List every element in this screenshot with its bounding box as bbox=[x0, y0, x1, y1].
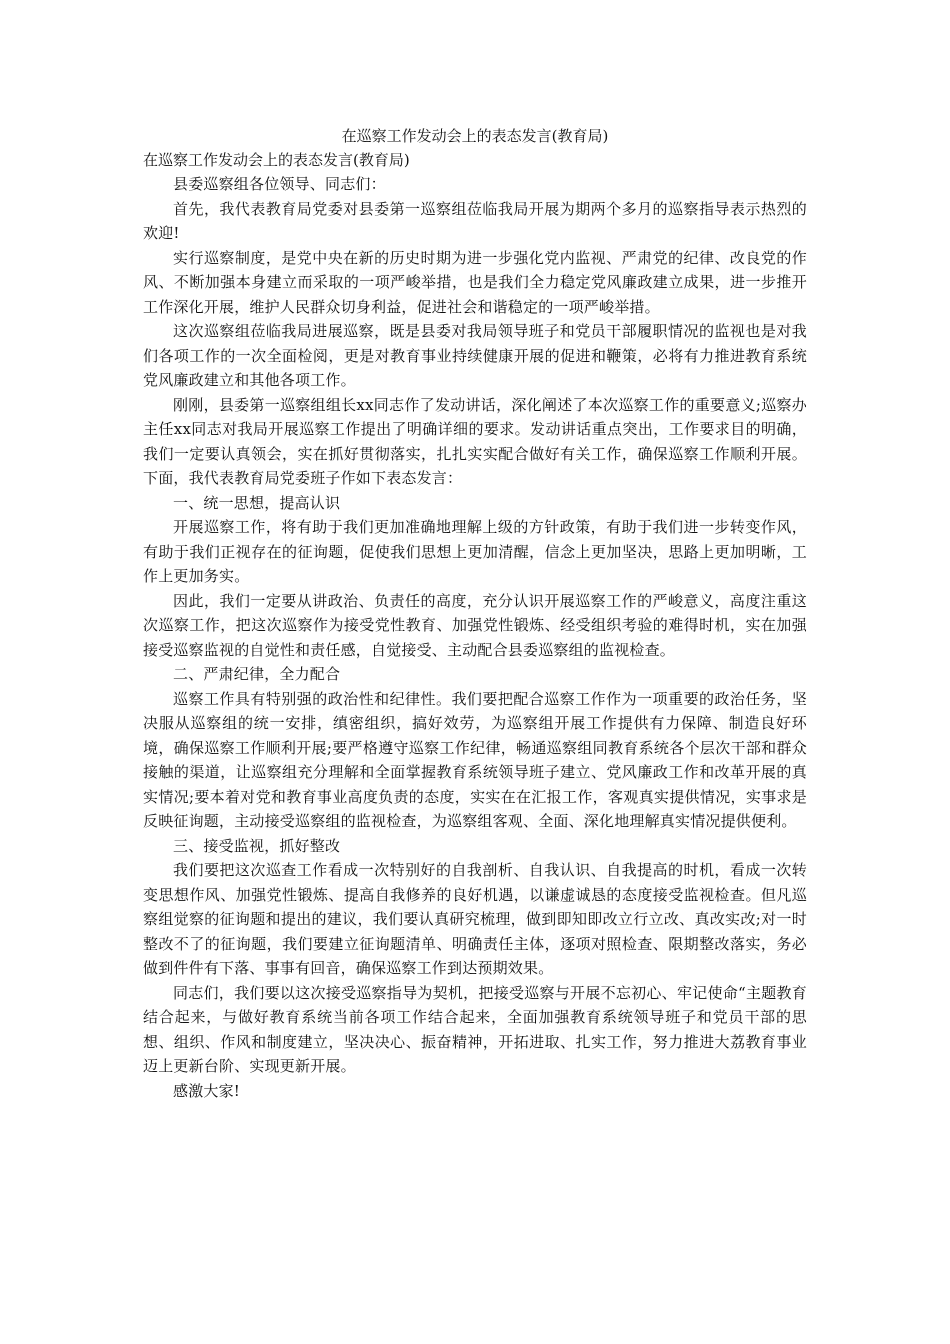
document-title: 在巡察工作发动会上的表态发言(教育局) bbox=[341, 127, 609, 145]
document-page bbox=[143, 124, 807, 1103]
paragraph-section2-body: 巡察工作具有特别强的政治性和纪律性。我们要把配合巡察工作作为一项重要的政治任务，坚决服从巡察组的统一安排，缜密组织，搞好效劳，为巡察组开展工作提供有力保障、制造良好环境，确保巡察工作顺利开展;要严格遵守巡察工作纪律，畅通巡察组同教育系统各个层次干部和群众接触的渠道，让巡察组充分理解和全面掌握教育系统领导班子建立、党风廉政工作和改革开展的真实情况;要本着对党和教育事业高度负责的态度，实实在在汇报工作，客观真实提供情况，实事求是反映征询题，主动接受巡察组的监视检查，为巡察组客观、全面、深化地理解真实情况提供便利。 bbox=[143, 689, 807, 830]
paragraph-inspection-visit: 这次巡察组莅临我局进展巡察，既是县委对我局领导班子和党员干部履职情况的监视也是对我们各项工作的一次全面检阅，更是对教育事业持续健康开展的促进和鞭策，必将有力推进教育系统党风廉政建立和其他各项工作。 bbox=[143, 322, 807, 389]
paragraph-section3-body: 我们要把这次巡查工作看成一次特别好的自我剖析、自我认识、自我提高的时机，看成一次转变思想作风、加强党性锻炼、提高自我修养的良好机遇，以谦虚诚恳的态度接受监视检查。但凡巡察组觉察的征询题和提出的建议，我们要认真研究梳理，做到即知即改立行立改、真改实改;对一时整改不了的征询题，我们要建立征询题清单、明确责任主体，逐项对照检查、限期整改落实，务必做到件件有下落、事事有回音，确保巡察工作到达预期效果。 bbox=[143, 861, 807, 977]
paragraph-mobilization-speech: 刚刚，县委第一巡察组组长xx同志作了发动讲话，深化阐述了本次巡察工作的重要意义;巡察办主任xx同志对我局开展巡察工作提出了明确详细的要求。发动讲话重点突出，工作要求目的明确，我们一定要认真领会，实在抓好贯彻落实，扎扎实实配合做好有关工作，确保巡察工作顺利开展。下面，我代表教育局党委班子作如下表态发言： bbox=[143, 395, 807, 487]
paragraph-thanks: 感激大家! bbox=[173, 1081, 241, 1100]
paragraph-inspection-system: 实行巡察制度，是党中央在新的历史时期为进一步强化党内监视、严肃党的纪律、改良党的作风、不断加强本身建立而采取的一项严峻举措，也是我们全力稳定党风廉政建立成果，进一步推开工作深化开展，维护人民群众切身利益，促进社会和谐稳定的一项严峻举措。 bbox=[143, 248, 807, 316]
paragraph-section1-therefore: 因此，我们一定要从讲政治、负责任的高度，充分认识开展巡察工作的严峻意义，高度注重这次巡察工作，把这次巡察作为接受党性教育、加强党性锻炼、经受组织考验的难得时机，实在加强接受巡察监视的自觉性和责任感，自觉接受、主动配合县委巡察组的监视检查。 bbox=[143, 591, 807, 659]
document-subtitle: 在巡察工作发动会上的表态发言(教育局) bbox=[143, 151, 410, 169]
paragraph-welcome: 首先，我代表教育局党委对县委第一巡察组莅临我局开展为期两个多月的巡察指导表示热烈的欢迎! bbox=[143, 199, 807, 242]
paragraph-salutation: 县委巡察组各位领导、同志们： bbox=[173, 175, 386, 193]
section-heading-1: 一、统一思想，提高认识 bbox=[173, 493, 341, 512]
section-heading-2: 二、严肃纪律，全力配合 bbox=[173, 665, 341, 683]
paragraph-closing: 同志们，我们要以这次接受巡察指导为契机，把接受巡察与开展不忘初心、牢记使命“主题教育结合起来，与做好教育系统当前各项工作结合起来，全面加强教育系统领导班子和党员干部的思想、组织、作风和制度建立，坚决决心、振奋精神，开拓进取、扎实工作，努力推进大荔教育事业迈上更新台阶、实现更新开展。 bbox=[143, 983, 807, 1075]
section-heading-3: 三、接受监视，抓好整改 bbox=[173, 836, 341, 855]
paragraph-section1-body: 开展巡察工作，将有助于我们更加准确地理解上级的方针政策，有助于我们进一步转变作风，有助于我们正视存在的征询题，促使我们思想上更加清醒，信念上更加坚决，思路上更加明晰，工作上更加务实。 bbox=[143, 518, 807, 585]
